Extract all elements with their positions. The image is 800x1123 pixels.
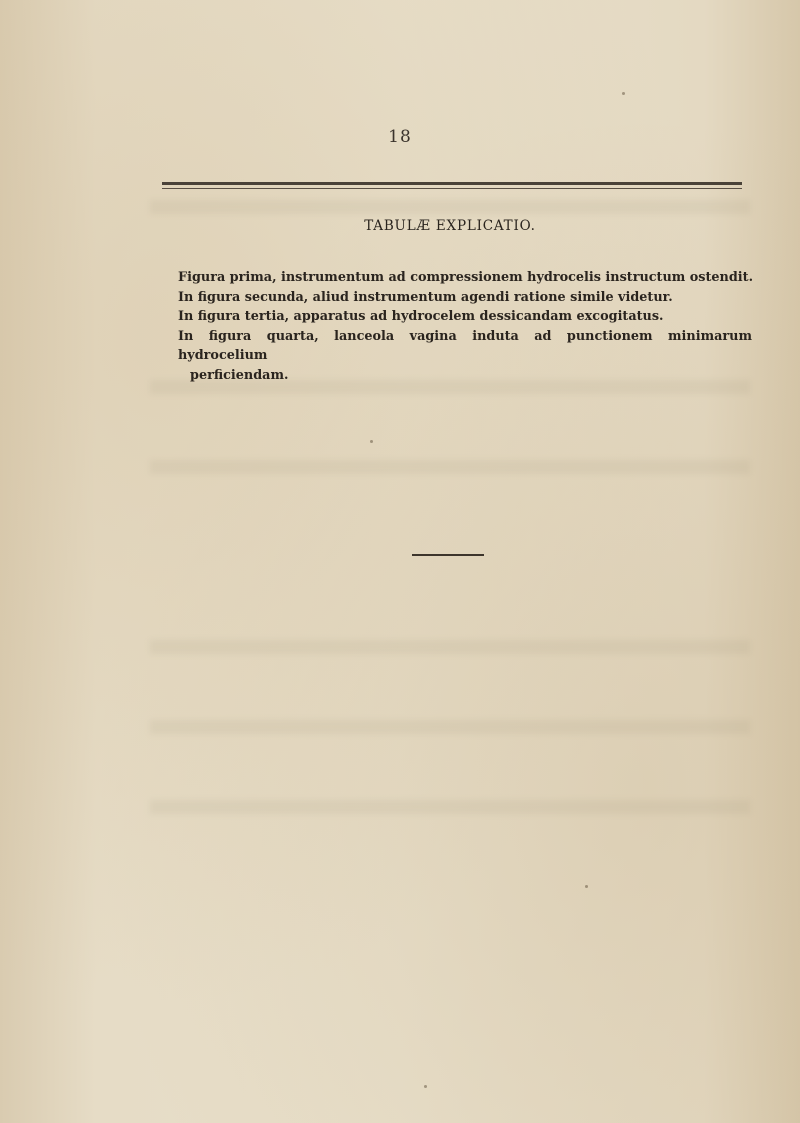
text-line: In figura secunda, aliud instrumentum agendi ratione simile videtur. (178, 289, 673, 305)
header-rule (162, 182, 742, 185)
show-through-texture (150, 460, 750, 474)
text-line: In figura tertia, apparatus ad hydrocelem dessicandam excogitatus. (178, 309, 664, 324)
paper-speck (370, 440, 373, 443)
explication-text (178, 268, 752, 385)
paper-speck (585, 885, 588, 888)
section-heading: TABULÆ EXPLICATIO. (364, 218, 536, 234)
show-through-texture (150, 720, 750, 734)
paper-speck (424, 1085, 427, 1088)
closing-rule (412, 554, 484, 556)
paper-speck (622, 92, 625, 95)
text-line: perficiendam. (190, 367, 289, 383)
text-line: Figura prima, instrumentum ad compressionem hydrocelis instructum ostendit. (178, 270, 754, 285)
page-number: 18 (388, 127, 412, 147)
show-through-texture (150, 640, 750, 654)
text-line: In figura quarta, lanceola vagina induta ad punctionem minimarum hydrocelium (178, 328, 752, 363)
show-through-texture (150, 200, 750, 214)
show-through-texture (150, 800, 750, 814)
header-rule-thin (162, 188, 742, 189)
